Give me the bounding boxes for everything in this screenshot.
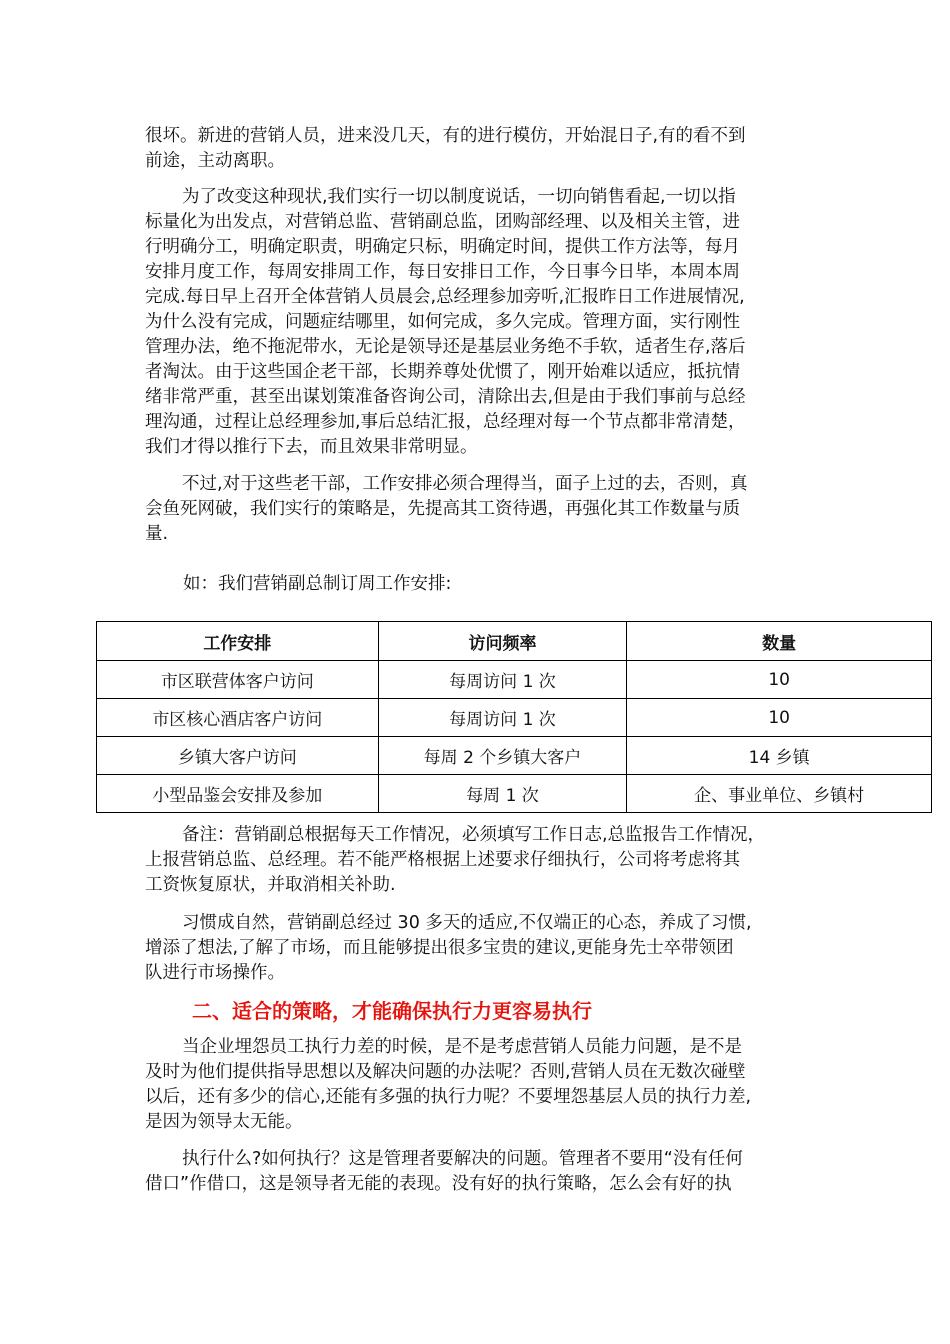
table-cell: 市区联营体客户访问 <box>97 661 379 699</box>
text-line: 以后，还有多少的信心,还能有多强的执行力呢？不要埋怨基层人员的执行力差, <box>145 1087 752 1107</box>
text-line: 为了改变这种现状,我们实行一切以制度说话，一切向销售看起,一切以指 <box>182 187 736 207</box>
section-heading: 二、适合的策略，才能确保执行力更容易执行 <box>192 999 592 1023</box>
text-line: 是因为领导太无能。 <box>145 1112 303 1132</box>
paragraph-2 <box>145 185 810 460</box>
text-line: 上报营销总监、总经理。若不能严格根据上述要求仔细执行，公司将考虑将其 <box>145 850 740 870</box>
paragraph-1 <box>145 124 810 174</box>
text-line: 工资恢复原状，并取消相关补助. <box>145 875 396 895</box>
paragraph-4 <box>145 911 810 986</box>
table-row <box>97 775 932 813</box>
text-line: 很坏。新进的营销人员，进来没几天，有的进行模仿，开始混日子,有的看不到 <box>145 126 746 146</box>
text-line: 借口”作借口，这是领导者无能的表现。没有好的执行策略，怎么会有好的执 <box>145 1174 732 1194</box>
example-intro: 如：我们营销副总制订周工作安排: <box>183 574 452 594</box>
text-line: 标量化为出发点，对营销总监、营销副总监，团购部经理、以及相关主管，进 <box>145 212 740 232</box>
text-line: 者淘汰。由于这些国企老干部，长期养尊处优惯了，刚开始难以适应，抵抗情 <box>145 362 740 382</box>
text-line: 执行什么?如何执行？这是管理者要解决的问题。管理者不要用“没有任何 <box>182 1149 743 1169</box>
text-line: 为什么没有完成，问题症结哪里，如何完成，多久完成。管理方面，实行刚性 <box>145 312 740 332</box>
column-header: 工作安排 <box>97 622 379 661</box>
table-cell: 每周 2 个乡镇大客户 <box>378 737 627 775</box>
note-paragraph <box>145 823 810 898</box>
text-line: 行明确分工，明确定职责，明确定只标，明确定时间，提供工作方法等，每月 <box>145 237 740 257</box>
text-line: 绪非常严重，甚至出谋划策准备咨询公司，清除出去,但是由于我们事前与总经 <box>145 387 746 407</box>
text-line: 队进行市场操作。 <box>145 963 285 983</box>
table-row <box>97 661 932 699</box>
text-line: 当企业埋怨员工执行力差的时候，是不是考虑营销人员能力问题，是不是 <box>182 1037 742 1057</box>
table-header-row <box>97 622 932 661</box>
text-line: 会鱼死网破，我们实行的策略是，先提高其工资待遇，再强化其工作数量与质 <box>145 499 740 519</box>
table-cell: 每周访问 1 次 <box>378 699 627 737</box>
table-cell: 14 乡镇 <box>627 737 932 775</box>
text-line: 安排月度工作，每周安排周工作，每日安排日工作，今日事今日毕，本周本周 <box>145 262 740 282</box>
table-cell: 小型品鉴会安排及参加 <box>97 775 379 813</box>
weekly-plan-table <box>96 621 932 813</box>
table-cell: 市区核心酒店客户访问 <box>97 699 379 737</box>
text-line: 不过,对于这些老干部，工作安排必须合理得当，面子上过的去，否则，真 <box>182 474 748 494</box>
table-cell: 企、事业单位、乡镇村 <box>627 775 932 813</box>
text-line: 前途，主动离职。 <box>145 151 285 171</box>
table-cell: 每周访问 1 次 <box>378 661 627 699</box>
table-cell: 每周 1 次 <box>378 775 627 813</box>
table-cell: 10 <box>627 699 932 737</box>
text-line: 习惯成自然，营销副总经过 30 多天的适应,不仅端正的心态，养成了习惯, <box>182 913 752 933</box>
table-cell: 10 <box>627 661 932 699</box>
column-header: 访问频率 <box>378 622 627 661</box>
text-line: 备注：营销副总根据每天工作情况，必须填写工作日志,总监报告工作情况， <box>182 825 766 845</box>
text-line: 我们才得以推行下去，而且效果非常明显。 <box>145 437 478 457</box>
paragraph-3 <box>145 472 810 547</box>
paragraph-5 <box>145 1035 810 1135</box>
column-header: 数量 <box>627 622 932 661</box>
text-line: 增添了想法,了解了市场，而且能够提出很多宝贵的建议,更能身先士卒带领团 <box>145 938 734 958</box>
text-line: 完成.每日早上召开全体营销人员晨会,总经理参加旁听,汇报昨日工作进展情况, <box>145 287 745 307</box>
text-line: 管理办法，绝不拖泥带水，无论是领导还是基层业务绝不手软，适者生存,落后 <box>145 337 746 357</box>
table-row <box>97 699 932 737</box>
table-row <box>97 737 932 775</box>
table-cell: 乡镇大客户访问 <box>97 737 379 775</box>
text-line: 量. <box>145 524 169 544</box>
text-line: 理沟通，过程让总经理参加,事后总结汇报，总经理对每一个节点都非常清楚， <box>145 412 746 432</box>
text-line: 及时为他们提供指导思想以及解决问题的办法呢？否则,营销人员在无数次碰壁 <box>145 1062 746 1082</box>
paragraph-6 <box>145 1147 810 1197</box>
